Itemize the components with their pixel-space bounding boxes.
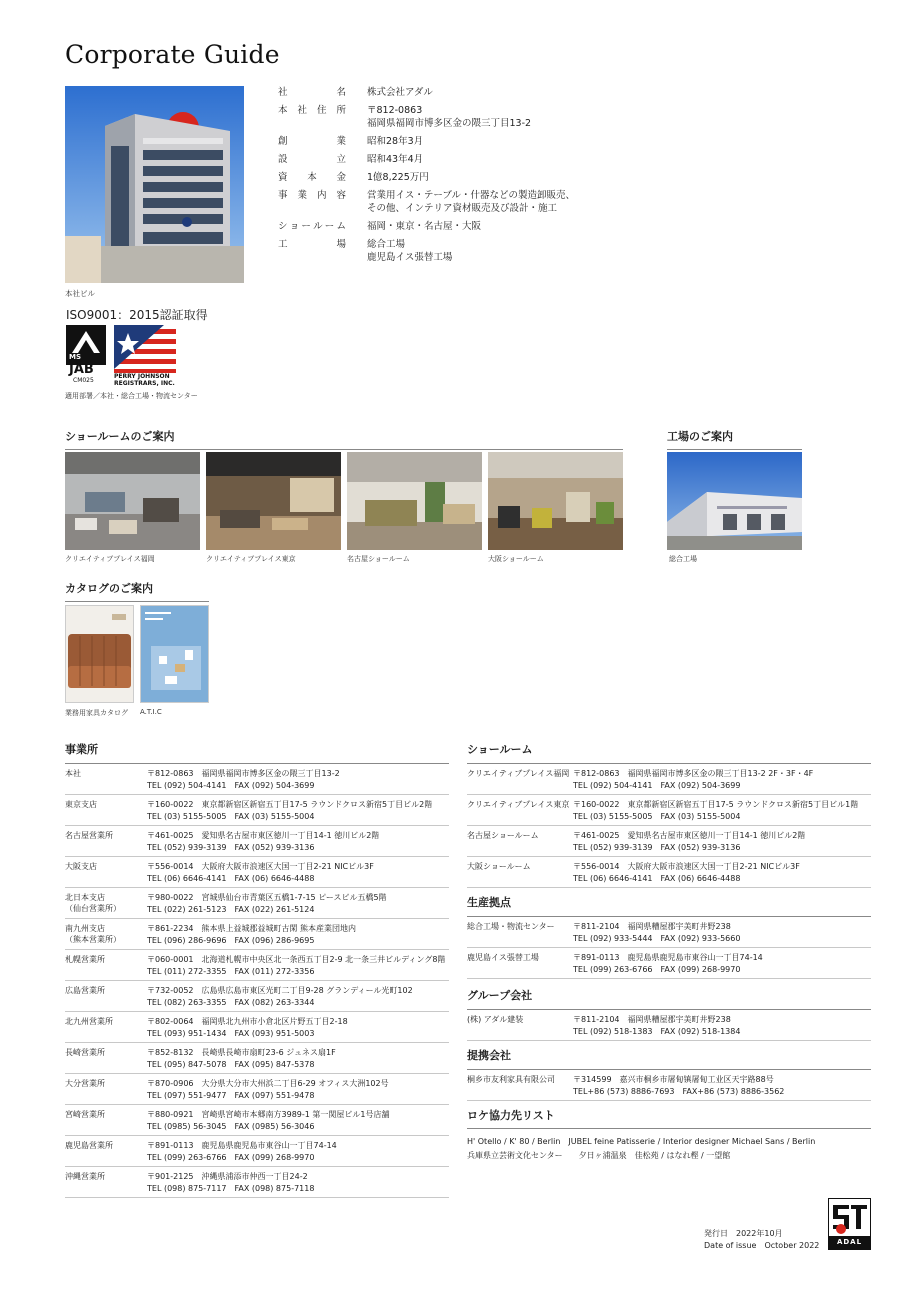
row-tel-fax: TEL+86 (573) 8886-7693 FAX+86 (573) 8886-3562 [573, 1086, 785, 1096]
partner-table [467, 1069, 871, 1101]
table-row [467, 916, 871, 948]
pj-flag-icon [114, 325, 176, 373]
row-address: 〒556-0014 大阪府大阪市浪速区大国一丁目2-21 NICビル3F [147, 862, 374, 871]
row-tel-fax: TEL (093) 951-1434 FAX (093) 951-5003 [147, 1028, 315, 1038]
row-tel-fax: TEL (095) 847-5078 FAX (095) 847-5378 [147, 1059, 315, 1069]
catalog-guide-title: カタログのご案内 [65, 580, 209, 602]
showroom-photo-fukuoka [65, 452, 200, 550]
partner-title: 提携会社 [467, 1049, 511, 1062]
row-name: 総合工場・物流センター [467, 922, 555, 931]
row-name: 鹿児島イス張替工場 [467, 953, 539, 962]
jab-label: JAB [69, 362, 94, 377]
iso-scope: 適用部署／本社・総合工場・物流センター [65, 392, 198, 400]
profile-row [278, 104, 598, 130]
iso-title: ISO9001：2015認証取得 [66, 308, 208, 322]
catalog-sofa-image [66, 606, 133, 702]
profile-label: 設 立 [278, 154, 346, 165]
table-row [65, 1136, 449, 1167]
building-image [65, 86, 244, 283]
showroom-tokyo-image [206, 452, 341, 550]
perry-johnson-logo [114, 325, 176, 373]
profile-label: 資 本 金 [278, 172, 346, 183]
row-address: 〒870-0906 大分県大分市大州浜二丁目6-29 オフィス大洲102号 [147, 1079, 389, 1088]
atic-label: A.T.I.C [140, 708, 162, 716]
showroom-caption-fukuoka: クリエイティブプレイス福岡 [65, 555, 155, 563]
table-row [467, 857, 871, 888]
table-row [467, 1009, 871, 1041]
showroom-photo-nagoya [347, 452, 482, 550]
location-line-2: 兵庫県立芸術文化センター 夕日ヶ浦温泉 佳松苑 / はなれ樫 / 一望館 [467, 1151, 731, 1160]
profile-value: 昭和28年3月 [367, 136, 424, 147]
row-name: 名古屋営業所 [65, 831, 113, 840]
row-address: 〒314599 嘉兴市桐乡市屠甸镇屠甸工业区天宇路88号 [573, 1075, 774, 1084]
row-name: 北九州営業所 [65, 1017, 113, 1026]
atic-cover [140, 605, 209, 703]
partner-section [467, 1047, 871, 1101]
table-row [65, 1074, 449, 1105]
profile-value: 1億8,225万円 [367, 172, 429, 183]
row-tel-fax: TEL (092) 504-4141 FAX (092) 504-3699 [573, 780, 741, 790]
production-table [467, 916, 871, 979]
row-address: 〒812-0863 福岡県福岡市博多区金の隈三丁目13-2 [147, 769, 340, 778]
table-row [467, 795, 871, 826]
row-address: 〒811-2104 福岡県糟屋郡宇美町井野238 [573, 1015, 731, 1024]
showroom-caption-nagoya: 名古屋ショールーム [347, 555, 410, 563]
adal-logo [828, 1198, 871, 1250]
row-address: 〒891-0113 鹿児島県鹿児島市東谷山一丁目74-14 [573, 953, 763, 962]
row-address: 〒812-0863 福岡県福岡市博多区金の隈三丁目13-2 2F・3F・4F [573, 769, 814, 778]
jab-code: CM025 [73, 377, 94, 384]
offices-title: 事業所 [65, 743, 98, 756]
location-section [467, 1107, 871, 1163]
row-tel-fax: TEL (052) 939-3139 FAX (052) 939-3136 [147, 842, 315, 852]
production-section [467, 894, 871, 979]
table-row [65, 888, 449, 919]
row-address: 〒811-2104 福岡県糟屋郡宇美町井野238 [573, 922, 731, 931]
group-table [467, 1009, 871, 1041]
row-tel-fax: TEL (0985) 56-3045 FAX (0985) 56-3046 [147, 1121, 315, 1131]
row-tel-fax: TEL (092) 518-1383 FAX (092) 518-1384 [573, 1026, 741, 1036]
row-address: 〒891-0113 鹿児島県鹿児島市東谷山一丁目74-14 [147, 1141, 337, 1150]
location-title: ロケ協力先リスト [467, 1107, 871, 1129]
profile-value: 株式会社アダル [367, 87, 433, 98]
row-tel-fax: TEL (099) 263-6766 FAX (099) 268-9970 [573, 964, 741, 974]
profile-label: シ ョ ー ル ー ム [278, 221, 346, 232]
company-profile [278, 86, 598, 269]
row-tel-fax: TEL (03) 5155-5005 FAX (03) 5155-5004 [573, 811, 741, 821]
group-section [467, 987, 871, 1041]
issue-date-en: Date of issue October 2022 [704, 1241, 820, 1250]
profile-value: 昭和43年4月 [367, 154, 424, 165]
jab-ms-label: MS [69, 353, 82, 361]
row-address: 〒060-0001 北海道札幌市中央区北一条西五丁目2-9 北一条三井ビルディング8階 [147, 955, 446, 964]
row-address: 〒880-0921 宮崎県宮崎市本郷南方3989-1 第一関屋ビル1号店舗 [147, 1110, 390, 1119]
issue-date-jp: 発行日 2022年10月 [704, 1229, 783, 1238]
profile-value: 営業用イス・テーブル・什器などの製造卸販売、 その他、インテリア資材販売及び設計・施工 [367, 190, 576, 214]
row-tel-fax: TEL (096) 286-9696 FAX (096) 286-9695 [147, 935, 315, 945]
row-name: 宮崎営業所 [65, 1110, 105, 1119]
profile-value: 福岡・東京・名古屋・大阪 [367, 221, 482, 232]
row-address: 〒556-0014 大阪府大阪市浪速区大国一丁目2-21 NICビル3F [573, 862, 800, 871]
table-row [467, 948, 871, 979]
row-name: 長崎営業所 [65, 1048, 105, 1057]
row-name: クリエイティブプレイス福岡 [467, 769, 570, 778]
profile-row [278, 189, 598, 215]
row-name: 名古屋ショールーム [467, 831, 539, 840]
row-name: 大分営業所 [65, 1079, 105, 1088]
row-tel-fax: TEL (092) 933-5444 FAX (092) 933-5660 [573, 933, 741, 943]
table-row [65, 763, 449, 795]
row-name: 大阪ショールーム [467, 862, 531, 871]
row-address: 〒461-0025 愛知県名古屋市東区徳川一丁目14-1 徳川ビル2階 [147, 831, 380, 840]
row-tel-fax: TEL (06) 6646-4141 FAX (06) 6646-4488 [573, 873, 741, 883]
adal-logo-text: ADAL [829, 1236, 870, 1249]
row-address: 〒980-0022 宮城県仙台市青葉区五橋1-7-15 ピースビル五橋5階 [147, 893, 387, 902]
row-name: 北日本支店 （仙台営業所） [65, 893, 121, 913]
showroom-caption-osaka: 大阪ショールーム [488, 555, 544, 563]
location-line-1: H' Otello / K' 80 / Berlin JUBEL feine Patisserie / Interior designer Michael Sans / Berlin [467, 1137, 816, 1146]
row-name: 大阪支店 [65, 862, 97, 871]
profile-label: 事 業 内 容 [278, 190, 346, 201]
row-name: (株) アダル建装 [467, 1015, 524, 1024]
catalog-label: 業務用家具カタログ [65, 709, 128, 717]
profile-label: 工 場 [278, 239, 346, 250]
table-row [65, 1105, 449, 1136]
table-row [467, 826, 871, 857]
row-name: 東京支店 [65, 800, 97, 809]
offices-table [65, 763, 449, 1198]
row-address: 〒852-8132 長崎県長崎市扇町23-6 ジュネス扇1F [147, 1048, 336, 1057]
row-tel-fax: TEL (082) 263-3355 FAX (082) 263-3344 [147, 997, 315, 1007]
production-title: 生産拠点 [467, 896, 511, 909]
profile-value: 総合工場 鹿児島イス張替工場 [367, 239, 453, 263]
building-photo [65, 86, 244, 283]
profile-label: 社 名 [278, 87, 346, 98]
row-name: 本社 [65, 769, 81, 778]
table-row [65, 1167, 449, 1198]
factory-photo [667, 452, 802, 550]
showrooms-title: ショールーム [467, 743, 533, 756]
table-row [65, 1043, 449, 1074]
row-tel-fax: TEL (052) 939-3139 FAX (052) 939-3136 [573, 842, 741, 852]
row-tel-fax: TEL (011) 272-3355 FAX (011) 272-3356 [147, 966, 315, 976]
page-title: Corporate Guide [65, 40, 280, 69]
showroom-photo-tokyo [206, 452, 341, 550]
profile-row [278, 153, 598, 166]
profile-value: 〒812-0863 福岡県福岡市博多区金の隈三丁目13-2 [367, 105, 532, 129]
row-tel-fax: TEL (097) 551-9477 FAX (097) 551-9478 [147, 1090, 315, 1100]
issue-info [704, 1228, 819, 1252]
row-name: 沖縄営業所 [65, 1172, 105, 1181]
profile-row [278, 220, 598, 233]
row-name: 桐乡市友利家具有限公司 [467, 1075, 555, 1084]
table-row [467, 763, 871, 795]
pj-label: PERRY JOHNSON REGISTRARS, INC. [114, 373, 175, 387]
showrooms-table [467, 763, 871, 888]
row-address: 〒861-2234 熊本県上益城郡益城町古閑 熊本産業団地内 [147, 924, 357, 933]
showroom-photo-osaka [488, 452, 623, 550]
profile-row [278, 135, 598, 148]
showroom-fukuoka-image [65, 452, 200, 550]
row-tel-fax: TEL (06) 6646-4141 FAX (06) 6646-4488 [147, 873, 315, 883]
showrooms-section [467, 741, 871, 888]
profile-row [278, 86, 598, 99]
row-tel-fax: TEL (099) 263-6766 FAX (099) 268-9970 [147, 1152, 315, 1162]
row-address: 〒901-2125 沖縄県浦添市仲西一丁目24-2 [147, 1172, 308, 1181]
group-title: グループ会社 [467, 989, 533, 1002]
profile-row [278, 171, 598, 184]
profile-row [278, 238, 598, 264]
table-row [65, 857, 449, 888]
table-row [467, 1069, 871, 1101]
factory-guide-title: 工場のご案内 [667, 428, 802, 450]
atic-catalog-image [141, 606, 208, 702]
table-row [65, 981, 449, 1012]
factory-caption: 総合工場 [669, 555, 697, 563]
row-tel-fax: TEL (022) 261-5123 FAX (022) 261-5124 [147, 904, 315, 914]
row-name: クリエイティブプレイス東京 [467, 800, 570, 809]
row-tel-fax: TEL (092) 504-4141 FAX (092) 504-3699 [147, 780, 315, 790]
row-name: 札幌営業所 [65, 955, 105, 964]
showroom-caption-tokyo: クリエイティブプレイス東京 [206, 555, 296, 563]
row-address: 〒802-0064 福岡県北九州市小倉北区片野五丁目2-18 [147, 1017, 348, 1026]
offices-section [65, 741, 449, 1198]
showroom-osaka-image [488, 452, 623, 550]
building-caption: 本社ビル [65, 289, 95, 298]
profile-label: 本 社 住 所 [278, 105, 346, 116]
row-name: 鹿児島営業所 [65, 1141, 113, 1150]
showroom-nagoya-image [347, 452, 482, 550]
table-row [65, 950, 449, 981]
row-address: 〒160-0022 東京都新宿区新宿五丁目17-5 ラウンドクロス新宿5丁目ビル2階 [147, 800, 433, 809]
row-tel-fax: TEL (098) 875-7117 FAX (098) 875-7118 [147, 1183, 315, 1193]
table-row [65, 1012, 449, 1043]
row-address: 〒461-0025 愛知県名古屋市東区徳川一丁目14-1 徳川ビル2階 [573, 831, 806, 840]
factory-image [667, 452, 802, 550]
catalog-cover [65, 605, 134, 703]
row-address: 〒160-0022 東京都新宿区新宿五丁目17-5 ラウンドクロス新宿5丁目ビル1階 [573, 800, 859, 809]
row-address: 〒732-0052 広島県広島市東区光町二丁目9-28 グランディール光町102 [147, 986, 413, 995]
row-tel-fax: TEL (03) 5155-5005 FAX (03) 5155-5004 [147, 811, 315, 821]
profile-label: 創 業 [278, 136, 346, 147]
table-row [65, 919, 449, 950]
adal-logo-icon [829, 1199, 870, 1237]
showroom-guide-title: ショールームのご案内 [65, 428, 623, 450]
table-row [65, 795, 449, 826]
table-row [65, 826, 449, 857]
row-name: 広島営業所 [65, 986, 105, 995]
row-name: 南九州支店 （熊本営業所） [65, 924, 121, 944]
